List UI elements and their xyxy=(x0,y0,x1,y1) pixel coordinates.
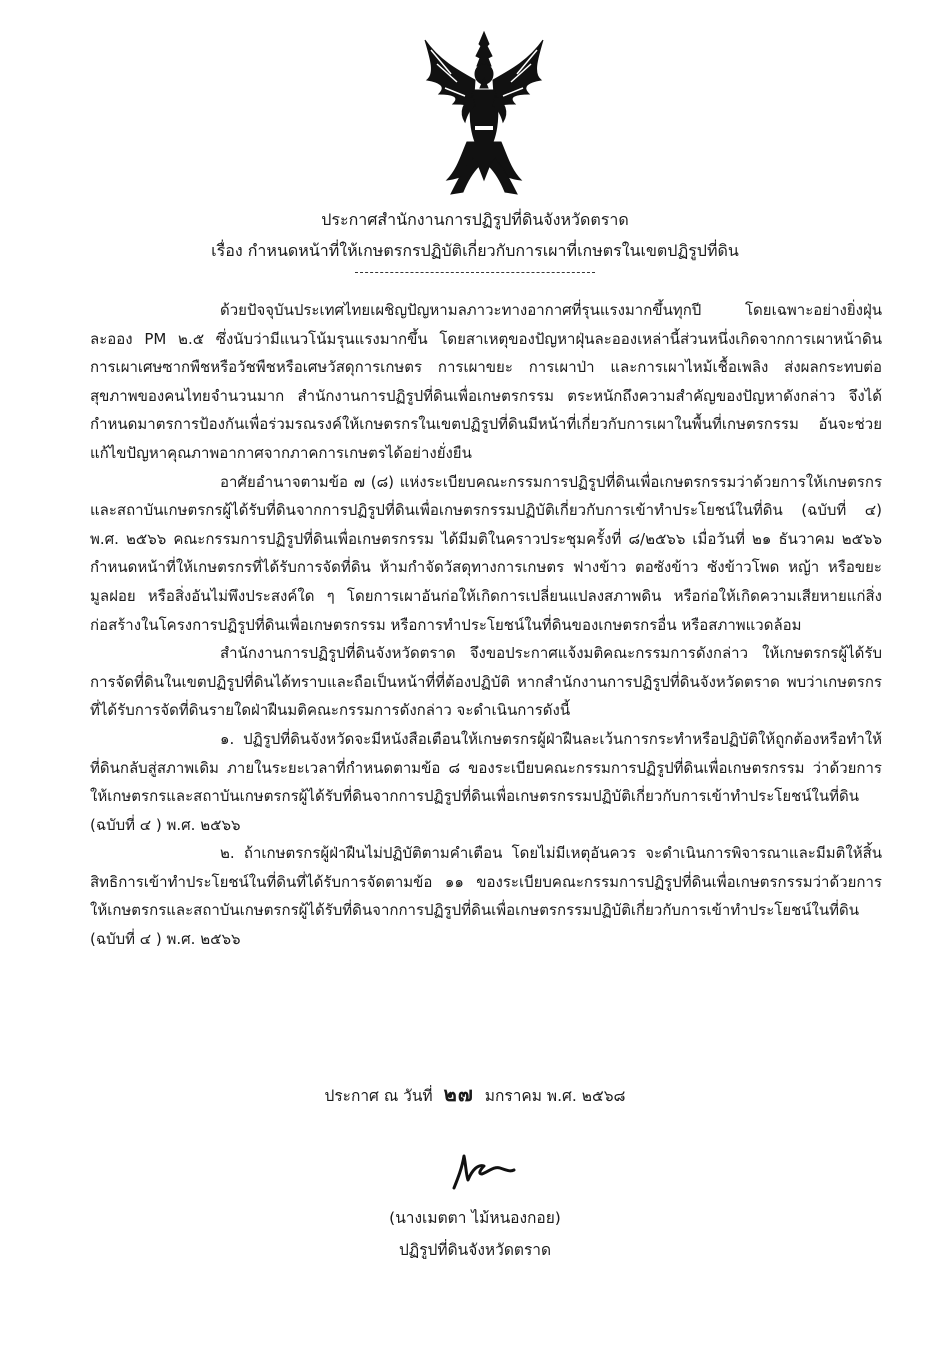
divider xyxy=(355,272,595,273)
announcement-subject: เรื่อง กำหนดหน้าที่ให้เกษตรกรปฏิบัติเกี่ยวกับการเผาที่เกษตรในเขตปฏิรูปที่ดิน xyxy=(211,241,739,260)
paragraph-announcement: สำนักงานการปฏิรูปที่ดินจังหวัดตราด จึงขอประกาศแจ้งมติคณะกรรมการดังกล่าว ให้เกษตรกรผู้ได้รับการจัดที่ดินในเขตปฏิรูปที่ดินได้ทราบและถือเป็นหน้าที่ที่ต้องปฏิบัติ หากสำนักงานการปฏิรูปที่ดินจังหวัดตราด พบว่าเกษตรกรที่ได้รับการจัดที่ดินรายใดฝ่าฝืนมติคณะกรรมการดังกล่าว จะดำเนินการดังนี้ xyxy=(90,644,882,720)
garuda-emblem-icon xyxy=(417,30,551,198)
signer-name: (นางเมตตา ไม้หนองกอย) xyxy=(389,1209,561,1227)
measure-item-2: ๒. ถ้าเกษตรกรผู้ฝ่าฝืนไม่ปฏิบัติตามคำเตือน โดยไม่มีเหตุอันควร จะดำเนินการพิจารณาและมีมติให้สิ้นสิทธิการเข้าทำประโยชน์ในที่ดินที่ได้รับการจัดตามข้อ ๑๑ ของระเบียบคณะกรรมการปฏิรูปที่ดินเพื่อเกษตรกรรมว่าด้วยการให้เกษตรกรและสถาบันเกษตรกรผู้ได้รับที่ดินจากการปฏิรูปที่ดินเพื่อเกษตรกรรมปฏิบัติเกี่ยวกับการเข้าทำประโยชน์ในที่ดิน (ฉบับที่ ๔ ) พ.ศ. ๒๕๖๖ xyxy=(90,844,882,949)
handwritten-signature-icon xyxy=(448,1152,518,1192)
paragraph-authority: อาศัยอำนาจตามข้อ ๗ (๘) แห่งระเบียบคณะกรรมการปฏิรูปที่ดินเพื่อเกษตรกรรมว่าด้วยการให้เกษตรกรและสถาบันเกษตรกรผู้ได้รับที่ดินจากการปฏิรูปที่ดินเพื่อเกษตรกรรมปฏิบัติเกี่ยวกับการเข้าทำประโยชน์ในที่ดิน (ฉบับที่ ๔) พ.ศ. ๒๕๖๖ คณะกรรมการปฏิรูปที่ดินเพื่อเกษตรกรรม ได้มีมติในคราวประชุมครั้งที่ ๘/๒๕๖๖ เมื่อวันที่ ๒๑ ธันวาคม ๒๕๖๖ กำหนดหน้าที่ให้เกษตรกรที่ได้รับการจัดที่ดิน ห้ามกำจัดวัสดุทางการเกษตร ฟางข้าว ตอซังข้าว ซังข้าวโพด หญ้า หรือขยะมูลฝอย หรือสิ่งอันไม่พึงประสงค์ใด ๆ โดยการเผาอันก่อให้เกิดการเปลี่ยนแปลงสภาพดิน หรือก่อให้เกิดความเสียหายแก่สิ่งก่อสร้างในโครงการปฏิรูปที่ดินเพื่อเกษตรกรรม หรือการทำประโยชน์ในที่ดินของเกษตรกรอื่น หรือสภาพแวดล้อม xyxy=(90,472,882,634)
measure-item-1: ๑. ปฏิรูปที่ดินจังหวัดจะมีหนังสือเตือนให้เกษตรกรผู้ฝ่าฝืนละเว้นการกระทำหรือปฏิบัติให้ถูกต้องหรือทำให้ที่ดินกลับสู่สภาพเดิม ภายในระยะเวลาที่กำหนดตามข้อ ๘ ของระเบียบคณะกรรมการปฏิรูปที่ดินเพื่อเกษตรกรรม ว่าด้วยการให้เกษตรกรและสถาบันเกษตรกรผู้ได้รับที่ดินจากการปฏิรูปที่ดินเพื่อเกษตรกรรมปฏิบัติเกี่ยวกับการเข้าทำประโยชน์ในที่ดิน (ฉบับที่ ๔ ) พ.ศ. ๒๕๖๖ xyxy=(90,729,882,834)
date-day: ๒๗ xyxy=(443,1082,474,1106)
signer-title: ปฏิรูปที่ดินจังหวัดตราด xyxy=(398,1241,552,1259)
announcement-title: ประกาศสำนักงานการปฏิรูปที่ดินจังหวัดตราด xyxy=(321,210,629,229)
paragraph-background: ด้วยปัจจุบันประเทศไทยเผชิญปัญหามลภาวะทางอากาศที่รุนแรงมากขึ้นทุกปี โดยเฉพาะอย่างยิ่งฝุ่นละออง PM ๒.๕ ซึ่งนับว่ามีแนวโน้มรุนแรงมากขึ้น โดยสาเหตุของปัญหาฝุ่นละอองเหล่านี้ส่วนหนึ่งเกิดจากการเผาหน้าดิน การเผาเศษซากพืชหรือวัชพืชหรือเศษวัสดุการเกษตร การเผาขยะ การเผาป่า และการเผาไหม้เชื้อเพลิง ส่งผลกระทบต่อสุขภาพของคนไทยจำนวนมาก สำนักงานการปฏิรูปที่ดินเพื่อเกษตรกรรม ตระหนักถึงความสำคัญของปัญหาดังกล่าว จึงได้กำหนดมาตรการป้องกันเพื่อร่วมรณรงค์ให้เกษตรกรในเขตปฏิรูปที่ดินมีหน้าที่เกี่ยวกับการเผาในพื้นที่เกษตรกรรม อันจะช่วยแก้ไขปัญหาคุณภาพอากาศจากภาคการเกษตรได้อย่างยั่งยืน xyxy=(90,301,882,462)
date-suffix: มกราคม พ.ศ. ๒๕๖๘ xyxy=(484,1087,626,1105)
announcement-body xyxy=(90,296,882,954)
date-prefix: ประกาศ ณ วันที่ xyxy=(324,1087,433,1105)
announcement-date xyxy=(0,1080,950,1110)
